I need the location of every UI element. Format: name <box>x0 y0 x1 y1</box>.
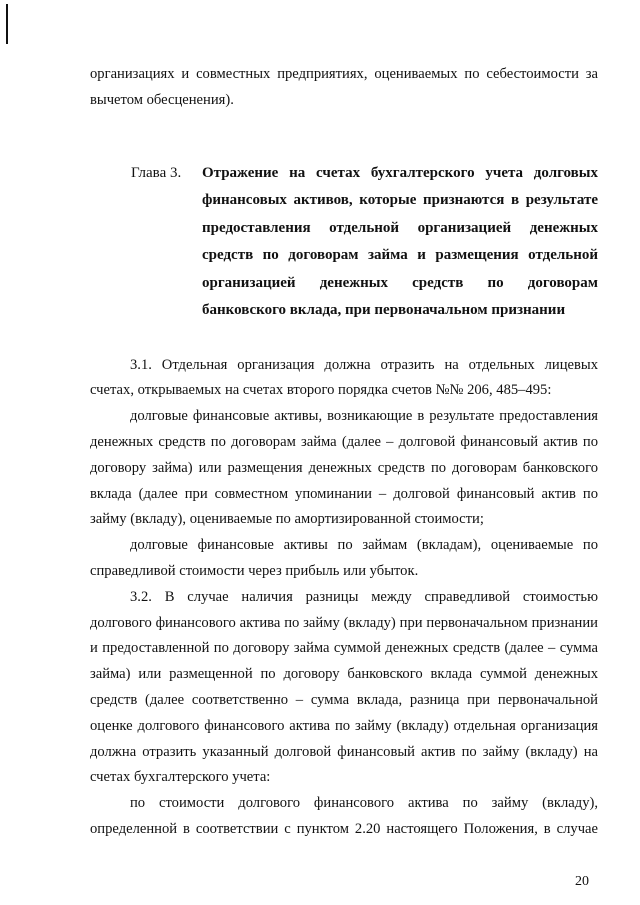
paragraph-item-amortized: долговые финансовые активы, возникающие в результате предоставления денежных средств по договорам займа (далее – долговой финансовый актив по договору займа) или размещения денежных средств по договорам банковского вклада (далее при совместном упоминании – долговой финансовый актив по займу (вкладу), оцениваемые по амортизированной стоимости; <box>90 408 598 528</box>
paragraph-continuation: по стоимости долгового финансового актива по займу (вкладу), определенной в соответствии с пунктом 2.20 настоящего Положения, в случае <box>90 795 598 837</box>
paragraph-3-1: 3.1. Отдельная организация должна отразить на отдельных лицевых счетах, открываемых на счетах второго порядка счетов №№ 206, 485–495: <box>90 356 598 399</box>
chapter-label: Глава 3. <box>131 164 182 181</box>
paragraph-item-fair-value: долговые финансовые активы по займам (вкладам), оцениваемые по справедливой стоимости через прибыль или убыток. <box>90 537 598 579</box>
paragraph-3-2: 3.2. В случае наличия разницы между справедливой стоимостью долгового финансового актива по займу (вкладу) при первоначальном признании и предоставленной по договору займа суммой денежных средств (далее – сумма займа) или размещенной по договору банковского вклада суммой денежных средств (далее соответственно – сумма вклада, разница при первоначальной оценке долгового финансового актива по займу (вкладу) отдельная организация должна отразить указанный долговой финансовый актив по займу (вкладу) на счетах бухгалтерского учета: <box>90 588 598 786</box>
chapter-heading <box>90 160 598 325</box>
margin-line <box>6 4 8 44</box>
intro-paragraph: организациях и совместных предприятиях, оцениваемых по себестоимости за вычетом обесценения). <box>90 66 598 108</box>
page-number: 20 <box>575 874 589 889</box>
document-page <box>90 62 598 843</box>
chapter-title: Отражение на счетах бухгалтерского учета долговых финансовых активов, которые признаются в результате предоставления отдельной организацией денежных средств по договорам займа и размещения отдельной организацией денежных средств по договорам банковского вклада, при первоначальном признании <box>202 164 598 319</box>
